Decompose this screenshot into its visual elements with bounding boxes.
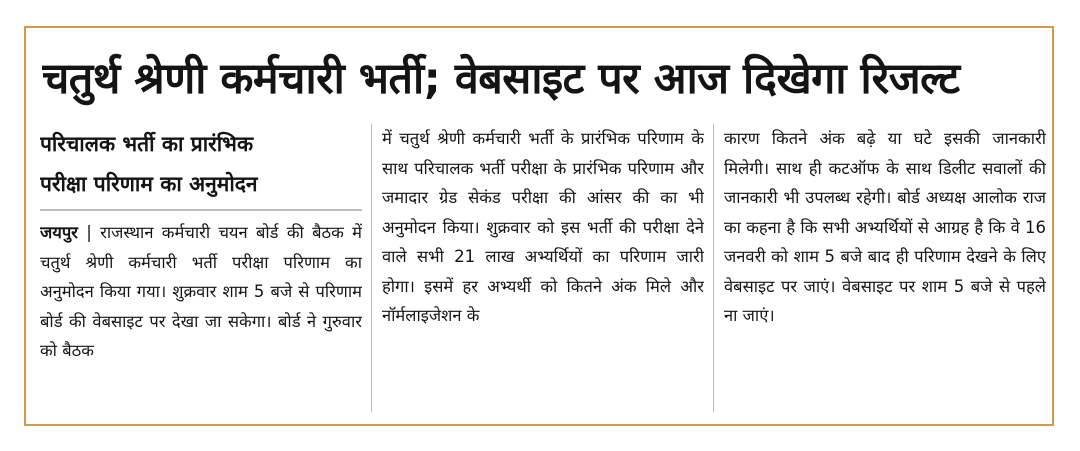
column-1-text xyxy=(40,218,362,366)
subheadline-line-2: परीक्षा परिणाम का अनुमोदन xyxy=(40,172,258,196)
subheadline-line-1: परिचालक भर्ती का प्रारंभिक xyxy=(40,132,254,156)
subheadline-rule xyxy=(40,209,362,211)
news-clipping-frame xyxy=(24,26,1054,426)
column-1 xyxy=(40,124,362,420)
column-2-text: में चतुर्थ श्रेणी कर्मचारी भर्ती के प्रारंभिक परिणाम के साथ परिचालक भर्ती परीक्षा के प्रारंभिक परिणाम और जमादार ग्रेड सेकंड परीक्षा की आंसर की का भी अनुमोदन किया। शुक्रवार को इस भर्ती की परीक्षा देने वाले सभी 21 लाख अभ्यर्थियों का परिणाम जारी होगा। इसमें हर अभ्यर्थी को कितने अंक मिले और नॉर्मलाइजेशन के xyxy=(382,129,704,325)
column-3 xyxy=(724,124,1046,420)
dateline: जयपुर xyxy=(40,223,78,242)
column-2 xyxy=(382,124,704,420)
column-divider-1 xyxy=(371,124,372,412)
dateline-separator: | xyxy=(77,223,101,242)
column-divider-2 xyxy=(713,124,714,412)
column-1-body: राजस्थान कर्मचारी चयन बोर्ड की बैठक में चतुर्थ श्रेणी कर्मचारी भर्ती परीक्षा परिणाम का अनुमोदन किया गया। शुक्रवार शाम 5 बजे से परिणाम बोर्ड की वेबसाइट पर देखा जा सकेगा। बोर्ड ने गुरुवार को बैठक xyxy=(40,223,362,360)
column-3-text: कारण कितने अंक बढ़े या घटे इसकी जानकारी मिलेगी। साथ ही कटऑफ के साथ डिलीट सवालों की जानकारी भी उपलब्ध रहेगी। बोर्ड अध्यक्ष आलोक राज का कहना है कि सभी अभ्यर्थियों से आग्रह है कि वे 16 जनवरी को शाम 5 बजे बाद ही परिणाम देखने के लिए वेबसाइट पर जाएं। वेबसाइट पर शाम 5 बजे से पहले ना जाएं। xyxy=(724,129,1046,325)
subheadline xyxy=(40,124,362,204)
headline: चतुर्थ श्रेणी कर्मचारी भर्ती; वेबसाइट पर आज दिखेगा रिजल्ट xyxy=(42,54,960,104)
